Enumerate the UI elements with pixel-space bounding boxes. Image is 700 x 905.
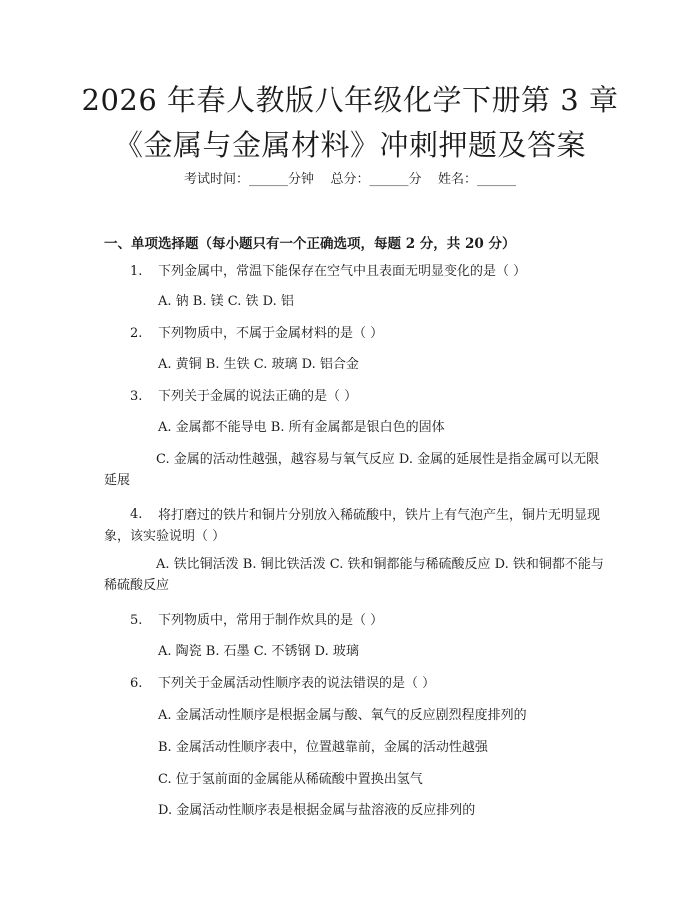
page-title: 2026 年春人教版八年级化学下册第 3 章《金属与金属材料》冲刺押题及答案 xyxy=(81,83,619,162)
exam-meta-line: 考试时间：______分钟 总分：______分 姓名：______ xyxy=(183,172,517,187)
question-options: C. 金属的活动性越强，越容易与氧气反应 D. 金属的延展性是指金属可以无限延展 xyxy=(104,452,600,488)
question-options: A. 金属都不能导电 B. 所有金属都是银白色的固体 xyxy=(158,420,445,435)
question-options: A. 陶瓷 B. 石墨 C. 不锈钢 D. 玻璃 xyxy=(158,644,359,659)
question-stem: 下列物质中，常用于制作炊具的是（ ） xyxy=(158,613,384,628)
question-stem: 下列关于金属活动性顺序表的说法错误的是（ ） xyxy=(158,676,436,691)
question-number: 6. xyxy=(130,676,143,691)
question-option-b: B. 金属活动性顺序表中，位置越靠前，金属的活动性越强 xyxy=(158,740,488,755)
section-heading: 一、单项选择题（每小题只有一个正确选项，每题 2 分，共 20 分） xyxy=(104,236,516,252)
question-number: 1. xyxy=(130,264,143,279)
question-option-d: D. 金属活动性顺序表是根据金属与盐溶液的反应排列的 xyxy=(158,803,476,818)
question-option-a: A. 金属活动性顺序是根据金属与酸、氧气的反应剧烈程度排列的 xyxy=(158,708,527,723)
question-number: 5. xyxy=(130,613,143,628)
question-options: A. 黄铜 B. 生铁 C. 玻璃 D. 铝合金 xyxy=(158,357,359,372)
question-stem: 将打磨过的铁片和铜片分别放入稀硫酸中，铁片上有气泡产生，铜片无明显现象，该实验说明（ ） xyxy=(104,508,601,544)
question-stem: 下列关于金属的说法正确的是（ ） xyxy=(158,389,358,404)
question-option-c: C. 位于氢前面的金属能从稀硫酸中置换出氢气 xyxy=(158,772,423,787)
question-number: 3. xyxy=(130,389,143,404)
question-number: 2. xyxy=(130,326,143,341)
question-options: A. 钠 B. 镁 C. 铁 D. 铝 xyxy=(158,294,294,309)
question-stem: 下列金属中，常温下能保存在空气中且表面无明显变化的是（ ） xyxy=(158,264,527,279)
question-stem: 下列物质中，不属于金属材料的是（ ） xyxy=(158,326,384,341)
question-number: 4. xyxy=(130,507,143,522)
question-options: A. 铁比铜活泼 B. 铜比铁活泼 C. 铁和铜都能与稀硫酸反应 D. 铁和铜都不能与稀硫酸反应 xyxy=(104,557,604,593)
